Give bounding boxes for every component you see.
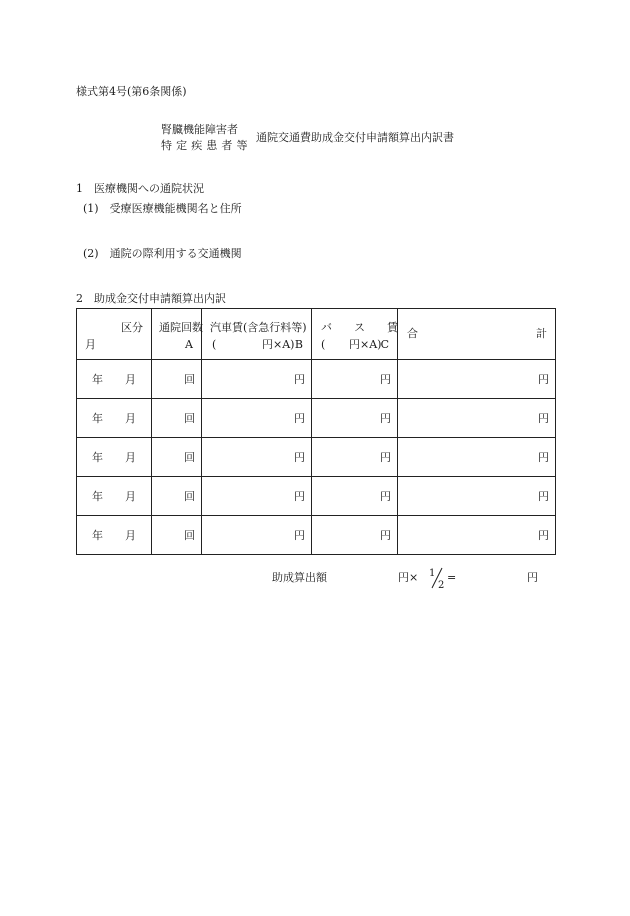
- year-month-cell: 年 月: [77, 360, 152, 399]
- section1-heading: 1 医療機関への通院状況: [76, 182, 204, 195]
- header-bus-open: (: [321, 338, 326, 351]
- section1-item2: (2) 通院の際利用する交通機関: [83, 247, 242, 260]
- bus-fare-cell[interactable]: 円: [312, 477, 398, 516]
- table-row: [77, 399, 556, 438]
- table-row: [77, 438, 556, 477]
- table-row: [77, 360, 556, 399]
- total-cell[interactable]: 円: [398, 516, 556, 555]
- visits-cell[interactable]: 回: [152, 477, 202, 516]
- fraction-graphic: [427, 566, 447, 590]
- visits-cell[interactable]: 回: [152, 438, 202, 477]
- year-month-cell: 年 月: [77, 438, 152, 477]
- header-total-cell: [398, 309, 556, 360]
- header-car-open: (: [212, 338, 217, 351]
- header-kubun: 区分: [121, 321, 143, 334]
- header-bus-cell: [312, 309, 398, 360]
- header-total-a: 合: [407, 327, 418, 340]
- header-visits: 通院回数: [159, 321, 203, 334]
- one-half-fraction: [427, 566, 447, 590]
- total-cell[interactable]: 円: [398, 360, 556, 399]
- title-left-line1: 腎臓機能障害者: [161, 123, 238, 136]
- calculation-table: [76, 308, 556, 555]
- bus-fare-cell[interactable]: 円: [312, 438, 398, 477]
- year-month-cell: 年 月: [77, 399, 152, 438]
- fraction-numerator: 1: [429, 568, 436, 579]
- document-title: 通院交通費助成金交付申請額算出内訳書: [256, 131, 454, 144]
- title-left-line2: 特定疾患者等: [161, 139, 252, 152]
- calculation-equals: =: [447, 571, 457, 584]
- visits-cell[interactable]: 回: [152, 516, 202, 555]
- header-kubun-cell: [77, 309, 152, 360]
- total-cell[interactable]: 円: [398, 438, 556, 477]
- bus-fare-cell[interactable]: 円: [312, 516, 398, 555]
- header-bus-formula: 円×A): [349, 338, 382, 351]
- table-header-row: [77, 309, 556, 360]
- header-bus-fare: バ ス 賃: [321, 321, 398, 334]
- section1-item1: (1) 受療医療機能機関名と住所: [83, 202, 242, 215]
- header-month: 月: [85, 338, 96, 351]
- car-fare-cell[interactable]: 円: [202, 360, 312, 399]
- year-month-cell: 年 月: [77, 516, 152, 555]
- fraction-denominator: 2: [438, 580, 445, 590]
- section2-heading: 2 助成金交付申請額算出内訳: [76, 292, 226, 305]
- visits-cell[interactable]: 回: [152, 360, 202, 399]
- total-cell[interactable]: 円: [398, 477, 556, 516]
- bus-fare-cell[interactable]: 円: [312, 399, 398, 438]
- header-visits-letter: A: [185, 338, 193, 351]
- car-fare-cell[interactable]: 円: [202, 438, 312, 477]
- header-car-fare: 汽車賃(含急行料等): [210, 321, 307, 334]
- table-row: [77, 516, 556, 555]
- header-car-letter: B: [294, 338, 303, 351]
- year-month-cell: 年 月: [77, 477, 152, 516]
- header-total-b: 計: [536, 327, 547, 340]
- header-bus-letter: C: [380, 338, 389, 351]
- car-fare-cell[interactable]: 円: [202, 477, 312, 516]
- header-car-cell: [202, 309, 312, 360]
- calculation-label: 助成算出額: [272, 571, 327, 584]
- car-fare-cell[interactable]: 円: [202, 399, 312, 438]
- bus-fare-cell[interactable]: 円: [312, 360, 398, 399]
- car-fare-cell[interactable]: 円: [202, 516, 312, 555]
- calculation-yen1: 円×: [398, 571, 419, 584]
- visits-cell[interactable]: 回: [152, 399, 202, 438]
- calculation-yen2: 円: [527, 571, 538, 584]
- header-visits-cell: [152, 309, 202, 360]
- total-cell[interactable]: 円: [398, 399, 556, 438]
- header-car-formula: 円×A): [262, 338, 295, 351]
- title-left-block: [161, 122, 252, 154]
- table-row: [77, 477, 556, 516]
- form-number: 様式第4号(第6条関係): [76, 85, 187, 98]
